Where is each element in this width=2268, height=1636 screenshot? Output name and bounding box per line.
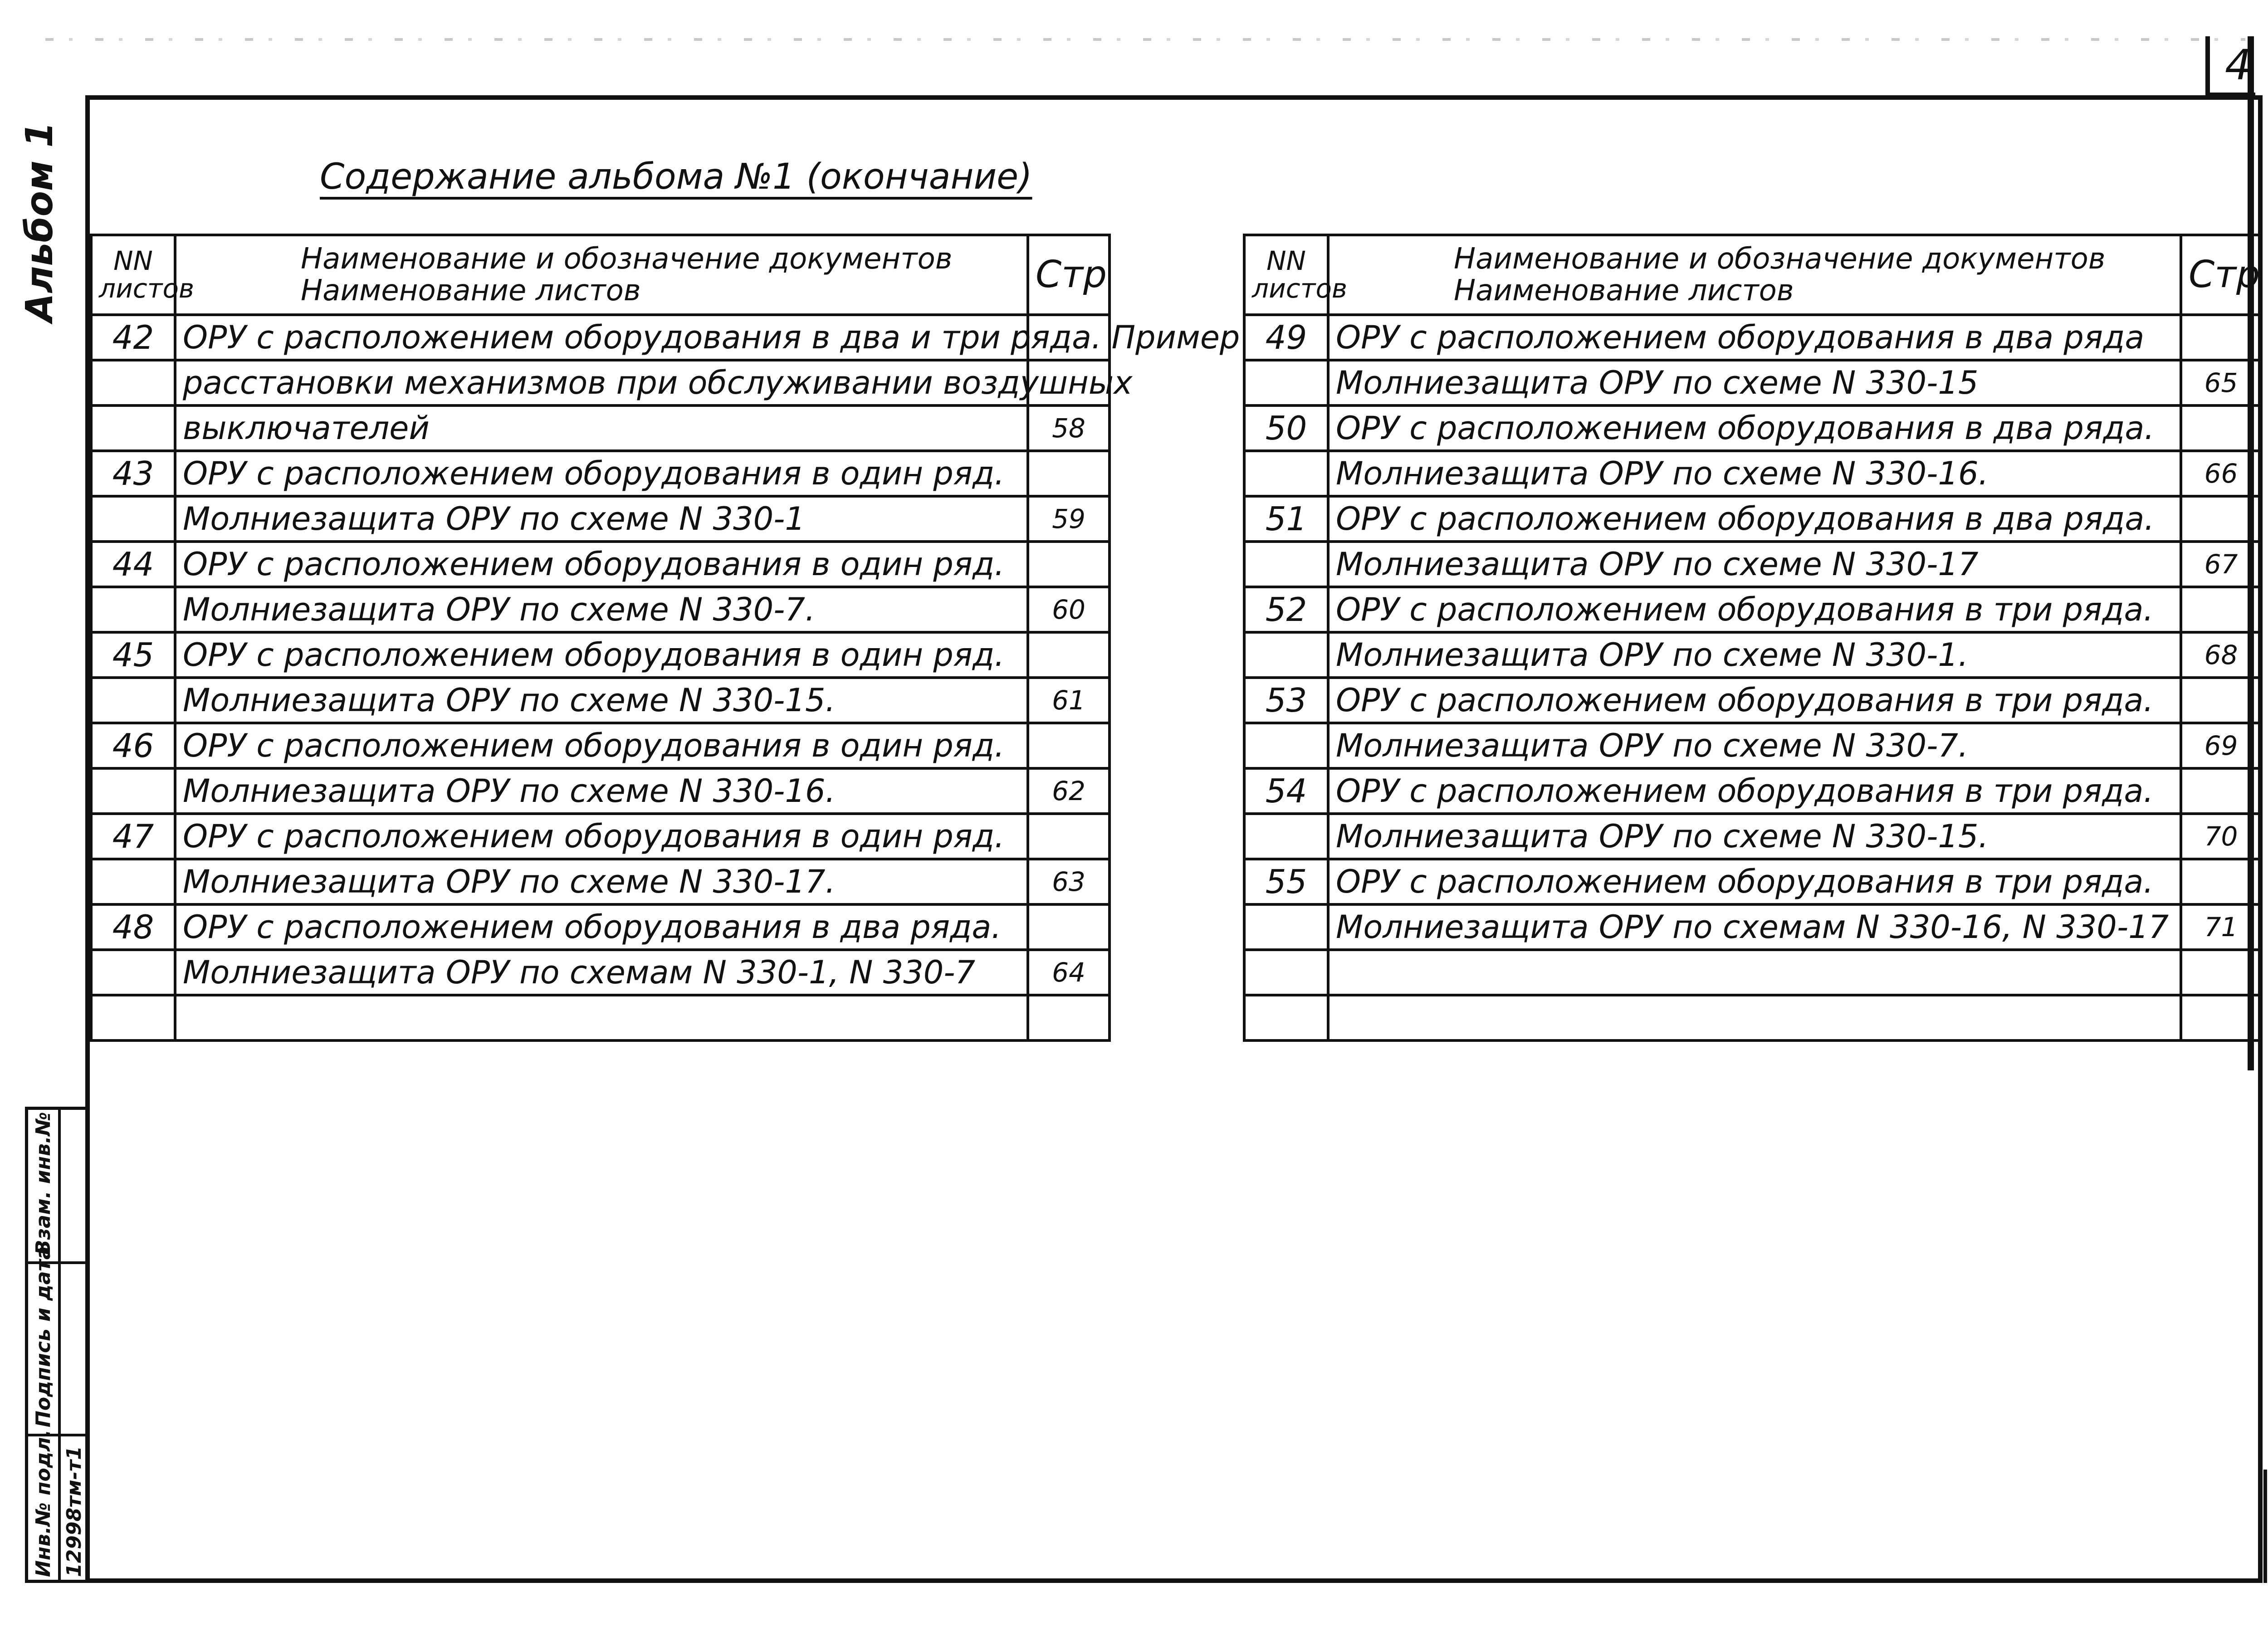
sheet-name: расстановки механизмов при обслуживании воздушных [175, 360, 1028, 405]
page-number-cell [2181, 995, 2261, 1040]
page-number-cell [2181, 950, 2261, 995]
table-row [1244, 723, 2261, 768]
sheet-number: 50 [1244, 405, 1328, 451]
page-number-cell: 58 [1028, 405, 1110, 451]
sheet-name: Молниезащита ОРУ по схемам N 330-1, N 330-7 [175, 950, 1028, 995]
sheet-number: 52 [1244, 587, 1328, 632]
table-row [91, 542, 1110, 587]
sheet-name: выключателей [175, 405, 1028, 451]
sheet-number: 55 [1244, 859, 1328, 904]
table-row [91, 405, 1110, 451]
sheet-number [91, 405, 175, 451]
table-row [91, 768, 1110, 814]
sheet-name: ОРУ с расположением оборудования в два ряда. [1328, 405, 2181, 451]
sheet-number [1244, 950, 1328, 995]
page-number-cell [2181, 587, 2261, 632]
table-row [1244, 496, 2261, 542]
album-label: Альбом 1 [18, 122, 61, 322]
page-number-cell: 64 [1028, 950, 1110, 995]
sheet-number [1244, 451, 1328, 496]
page-number-cell [2181, 859, 2261, 904]
sheet-name: ОРУ с расположением оборудования в три ряда. [1328, 859, 2181, 904]
page-number-cell: 68 [2181, 632, 2261, 678]
sheet-number [91, 768, 175, 814]
sheet-name [1328, 950, 2181, 995]
table-row [91, 678, 1110, 723]
page-number-cell: 60 [1028, 587, 1110, 632]
sheet-name: ОРУ с расположением оборудования в два ряда [1328, 315, 2181, 360]
sheet-name: ОРУ с расположением оборудования в один ряд. [175, 451, 1028, 496]
sheet-number: 42 [91, 315, 175, 360]
table-row [91, 814, 1110, 859]
page-number-cell: 66 [2181, 451, 2261, 496]
sheet-number [91, 678, 175, 723]
sheet-number: 46 [91, 723, 175, 768]
table-row [91, 904, 1110, 950]
sheet-number [91, 587, 175, 632]
table-row [1244, 451, 2261, 496]
sheet-name: ОРУ с расположением оборудования в два ряда. [1328, 496, 2181, 542]
side-stamp [25, 1107, 88, 1583]
sheet-name: Молниезащита ОРУ по схеме N 330-15 [1328, 360, 2181, 405]
header-document-name: Наименование и обозначение документов Наименование листов [175, 235, 1028, 315]
sheet-number: 49 [1244, 315, 1328, 360]
frame-right-edge-lower [2263, 1470, 2267, 1583]
table-row [1244, 632, 2261, 678]
page-number-cell: 70 [2181, 814, 2261, 859]
sheet-name: ОРУ с расположением оборудования в один ряд. [175, 723, 1028, 768]
sheet-number [1244, 632, 1328, 678]
page-number-cell [1028, 542, 1110, 587]
sheet-name: Молниезащита ОРУ по схеме N 330-1 [175, 496, 1028, 542]
header-sheet-number: NN листов [1244, 235, 1328, 315]
page-number-cell [1028, 723, 1110, 768]
table-row [91, 632, 1110, 678]
sheet-name: Молниезащита ОРУ по схемам N 330-16, N 330-17 [1328, 904, 2181, 950]
sheet-number [91, 950, 175, 995]
table-row [91, 360, 1110, 405]
table-row [91, 587, 1110, 632]
page-number-cell: 61 [1028, 678, 1110, 723]
sheet-number [91, 995, 175, 1040]
table-row [1244, 542, 2261, 587]
page-number-cell: 69 [2181, 723, 2261, 768]
page-number-cell [1028, 995, 1110, 1040]
sheet-name [1328, 995, 2181, 1040]
page-number-cell: 67 [2181, 542, 2261, 587]
page-number-cell: 62 [1028, 768, 1110, 814]
sheet-name: Молниезащита ОРУ по схеме N 330-17 [1328, 542, 2181, 587]
sheet-number: 47 [91, 814, 175, 859]
sheet-number [1244, 995, 1328, 1040]
sheet-number: 43 [91, 451, 175, 496]
table-row [1244, 950, 2261, 995]
sheet-number: 48 [91, 904, 175, 950]
stamp-inv-label: Инв.№ подл. [32, 1429, 55, 1577]
sheet-name: ОРУ с расположением оборудования в три ряда. [1328, 587, 2181, 632]
page-number-cell [2181, 496, 2261, 542]
sheet-number [1244, 360, 1328, 405]
page-number-cell [2181, 315, 2261, 360]
page-number: 4 [2225, 41, 2252, 89]
sheet-name: ОРУ с расположением оборудования в два и три ряда. Пример [175, 315, 1028, 360]
page-number-cell [1028, 451, 1110, 496]
table-header-row [1244, 235, 2261, 315]
header-document-name: Наименование и обозначение документов Наименование листов [1328, 235, 2181, 315]
table-row [1244, 587, 2261, 632]
header-page: Стр [1028, 235, 1110, 315]
contents-table-right [1243, 234, 2263, 1042]
page-number-cell: 65 [2181, 360, 2261, 405]
sheet-name: ОРУ с расположением оборудования в один ряд. [175, 632, 1028, 678]
sheet-number: 44 [91, 542, 175, 587]
sheet-name: ОРУ с расположением оборудования в два ряда. [175, 904, 1028, 950]
table-row [1244, 995, 2261, 1040]
sheet-name: ОРУ с расположением оборудования в один ряд. [175, 814, 1028, 859]
contents-table-left [90, 234, 1240, 1042]
sheet-number [91, 859, 175, 904]
sheet-name [175, 995, 1028, 1040]
stamp-replace-label: Взам. инв.№ [32, 1112, 55, 1255]
sheet-name: Молниезащита ОРУ по схеме N 330-16. [1328, 451, 2181, 496]
sheet-name: Молниезащита ОРУ по схеме N 330-7. [1328, 723, 2181, 768]
sheet-number [1244, 904, 1328, 950]
sheet-name: Молниезащита ОРУ по схеме N 330-7. [175, 587, 1028, 632]
sheet-number [91, 360, 175, 405]
table-row [1244, 859, 2261, 904]
table-row [1244, 315, 2261, 360]
sheet-name: Молниезащита ОРУ по схеме N 330-15. [1328, 814, 2181, 859]
page-number-cell [2181, 678, 2261, 723]
table-row [91, 723, 1110, 768]
sheet-name: Молниезащита ОРУ по схеме N 330-15. [175, 678, 1028, 723]
table-header-row [91, 235, 1110, 315]
stamp-inv-value: 12998тм-т1 [63, 1446, 86, 1577]
table-row [1244, 678, 2261, 723]
sheet-number [1244, 542, 1328, 587]
table-row [91, 859, 1110, 904]
sheet-name: Молниезащита ОРУ по схеме N 330-1. [1328, 632, 2181, 678]
table-row [1244, 904, 2261, 950]
page-number-cell [1028, 904, 1110, 950]
header-page: Стр [2181, 235, 2261, 315]
sheet-name: ОРУ с расположением оборудования в три ряда. [1328, 678, 2181, 723]
page-number-cell [1028, 632, 1110, 678]
table-row [91, 950, 1110, 995]
page-number-cell: 59 [1028, 496, 1110, 542]
sheet-number [91, 496, 175, 542]
table-row [91, 315, 1110, 360]
page-number-cell [1028, 814, 1110, 859]
sheet-number [1244, 814, 1328, 859]
table-row [91, 995, 1110, 1040]
sheet-name: Молниезащита ОРУ по схеме N 330-16. [175, 768, 1028, 814]
page-number-cell: 71 [2181, 904, 2261, 950]
header-sheet-number: NN листов [91, 235, 175, 315]
page-number-cell [2181, 768, 2261, 814]
scan-noise [45, 38, 2245, 41]
sheet-number [1244, 723, 1328, 768]
page-title: Содержание альбома №1 (окончание) [320, 156, 1032, 197]
sheet-number: 54 [1244, 768, 1328, 814]
stamp-signature-label: Подпись и дата [32, 1246, 55, 1427]
sheet-number: 45 [91, 632, 175, 678]
page-number-cell [2181, 405, 2261, 451]
table-row [91, 451, 1110, 496]
table-row [1244, 814, 2261, 859]
table-row [91, 496, 1110, 542]
sheet-name: Молниезащита ОРУ по схеме N 330-17. [175, 859, 1028, 904]
table-row [1244, 360, 2261, 405]
table-row [1244, 405, 2261, 451]
table-row [1244, 768, 2261, 814]
sheet-number: 51 [1244, 496, 1328, 542]
page-number-cell: 63 [1028, 859, 1110, 904]
sheet-number: 53 [1244, 678, 1328, 723]
sheet-name: ОРУ с расположением оборудования в три ряда. [1328, 768, 2181, 814]
sheet-name: ОРУ с расположением оборудования в один ряд. [175, 542, 1028, 587]
